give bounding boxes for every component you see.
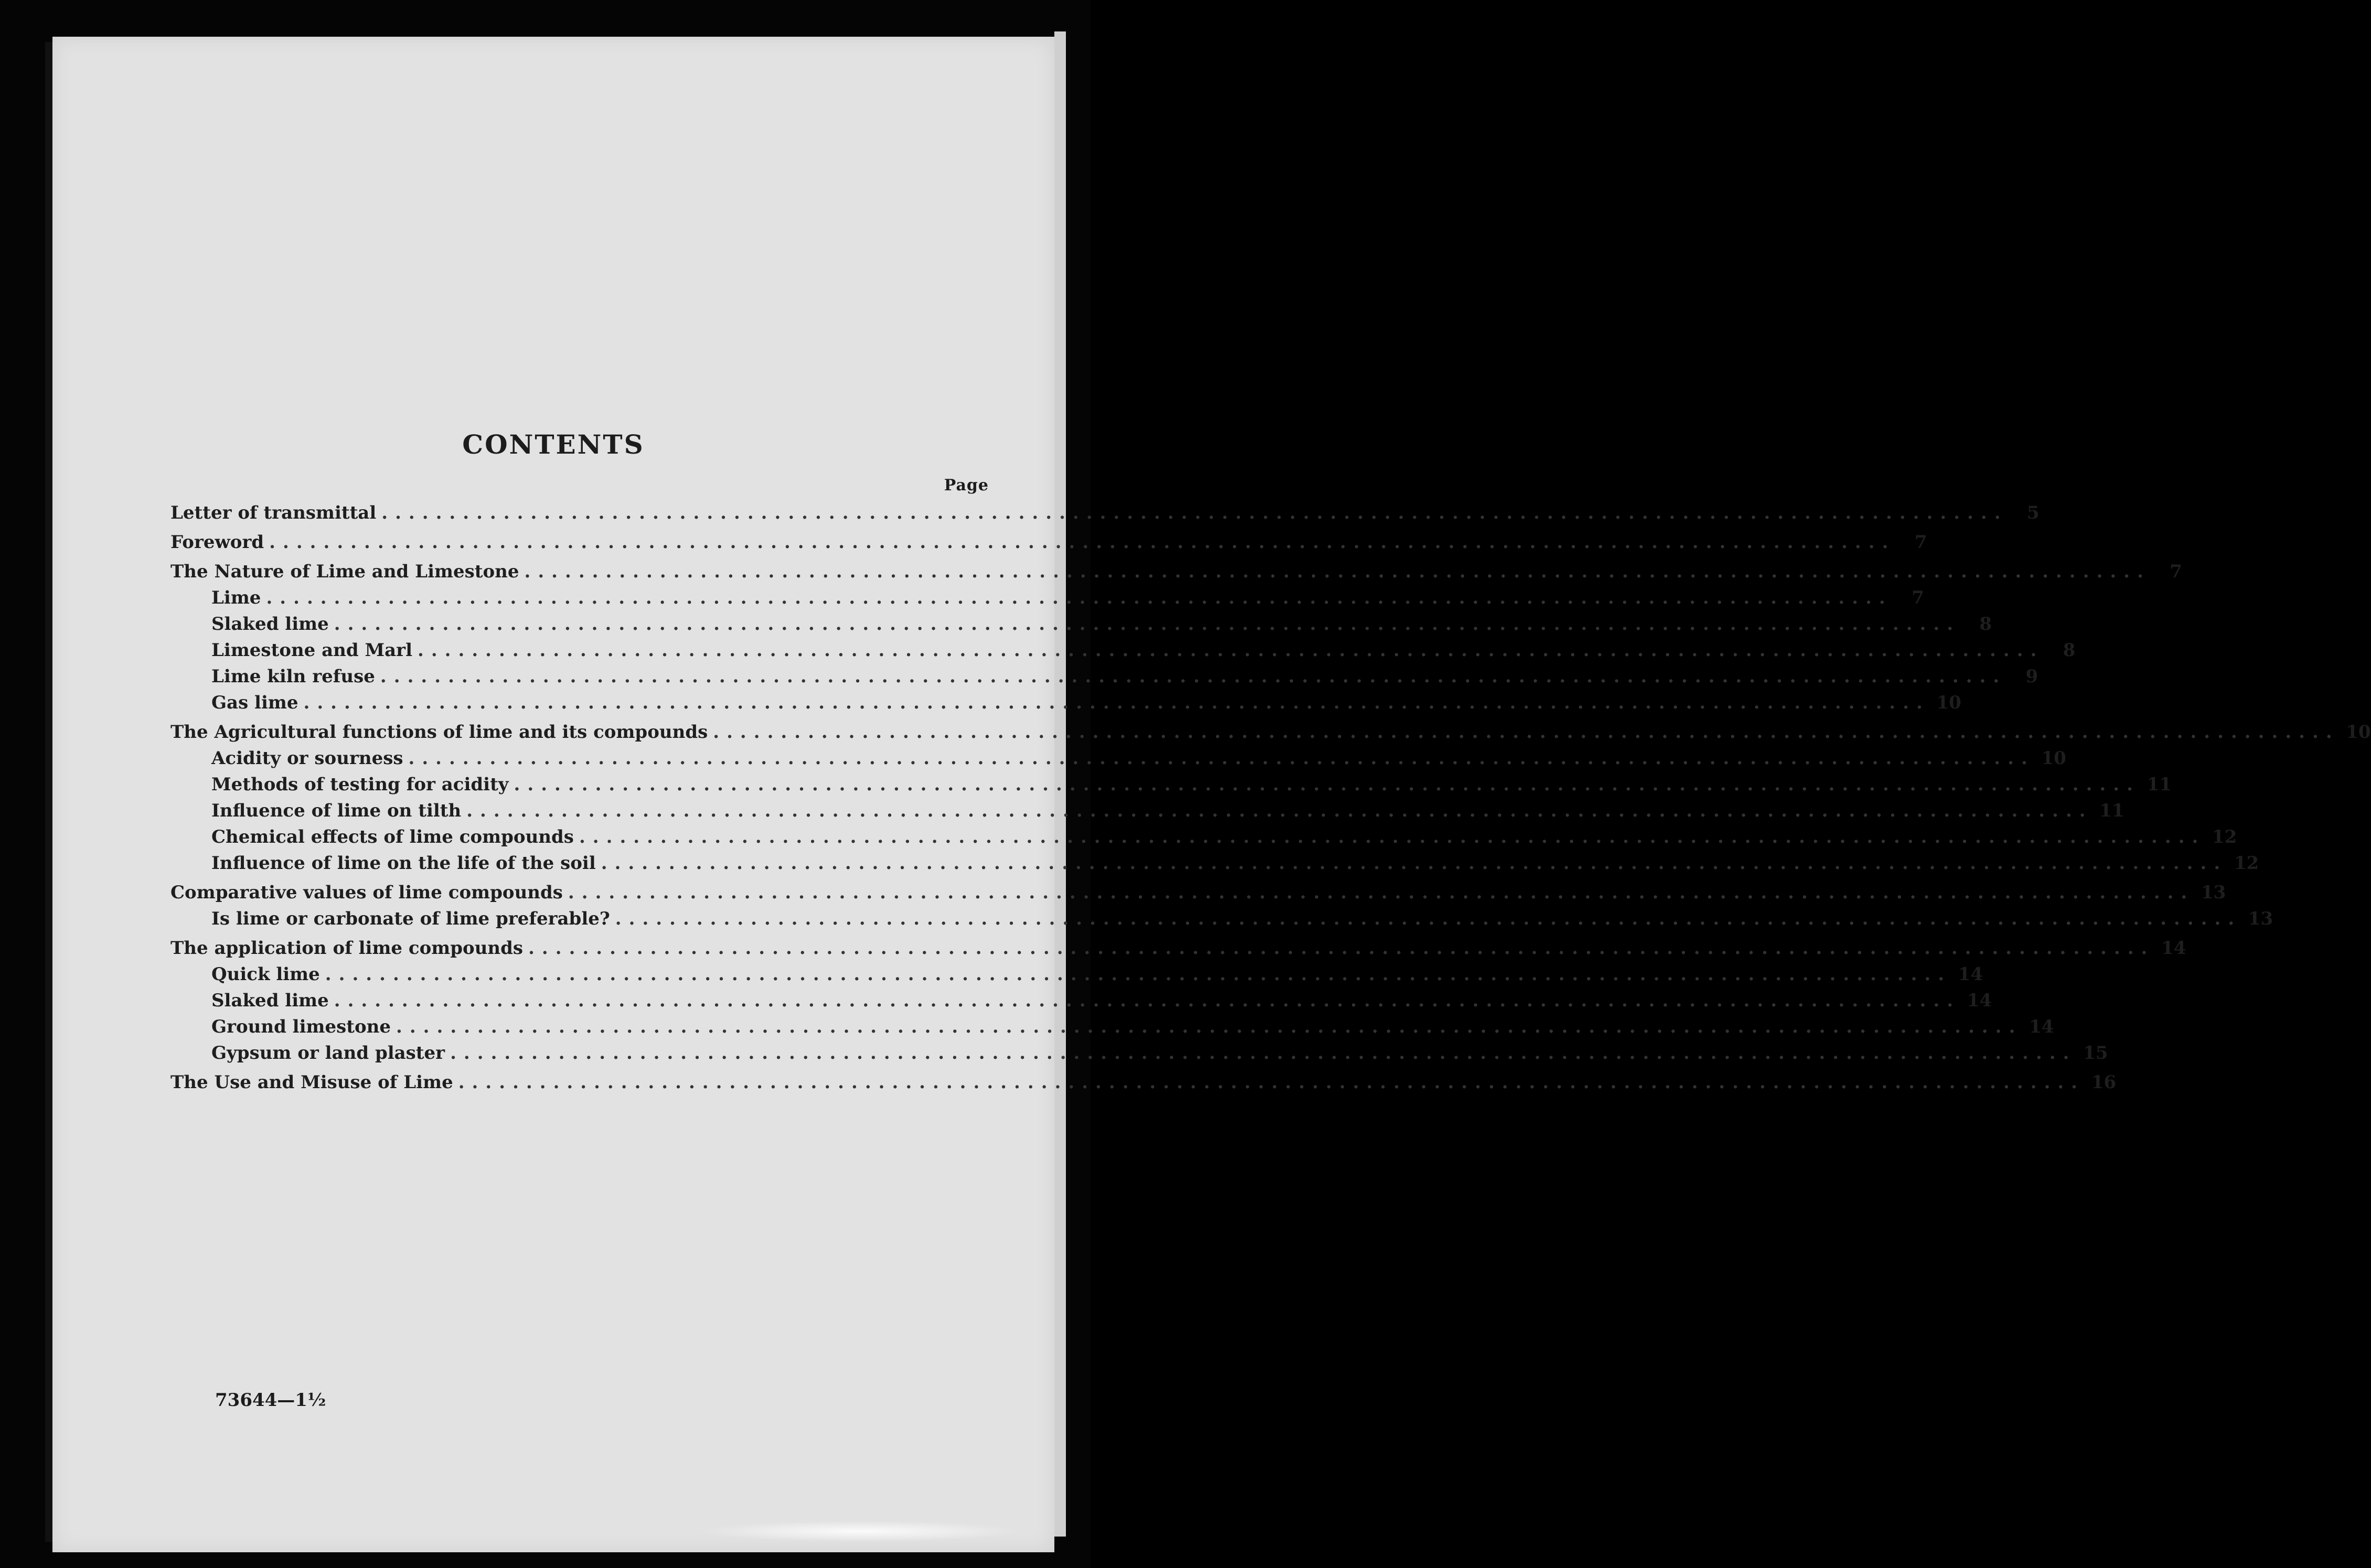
toc-leader-dots: ........................................................................................................................ [579, 826, 2206, 847]
scan-smudge [698, 1521, 1023, 1542]
toc-leader-dots: ........................................................................................................................ [601, 853, 2228, 874]
toc-section-entry [170, 561, 2182, 587]
toc-subsection-entry [170, 748, 2066, 774]
toc-entry-label: Gypsum or land plaster [211, 1043, 445, 1064]
toc-entry-page: 15 [2083, 1043, 2108, 1064]
toc-entry-label: Slaked lime [211, 614, 329, 635]
toc-entry-page: 14 [2161, 938, 2186, 959]
toc-entry-page: 8 [2063, 640, 2076, 661]
toc-leader-dots: ........................................................................................................................ [568, 882, 2195, 903]
toc-entry-page: 11 [2146, 774, 2172, 795]
toc-leader-dots: ........................................................................................................................ [269, 532, 1896, 553]
toc-entry-page: 5 [2027, 502, 2039, 523]
toc-entry-label: Ground limestone [211, 1016, 391, 1037]
toc-entry-label: Letter of transmittal [170, 502, 377, 523]
toc-entry-page: 14 [1967, 990, 1992, 1011]
toc-entry-label: Lime kiln refuse [211, 666, 375, 687]
toc-entry-label: Gas lime [211, 692, 298, 713]
toc-leader-dots: ........................................................................................................................ [334, 614, 1961, 635]
toc-leader-dots: ........................................................................................................................ [266, 587, 1893, 608]
toc-subsection-entry [170, 853, 2259, 879]
toc-entry-label: The Use and Misuse of Lime [170, 1072, 453, 1093]
toc-entry-label: Lime [211, 587, 261, 608]
toc-entry-page: 8 [1979, 614, 1992, 635]
toc-entry-label: Influence of lime on tilth [211, 800, 462, 821]
toc-entry-page: 10 [2346, 722, 2371, 743]
toc-leader-dots: ........................................................................................................................ [514, 774, 2140, 795]
toc-leader-dots: ........................................................................................................................ [615, 908, 2242, 929]
toc-leader-dots: ........................................................................................................................ [528, 938, 2155, 959]
toc-leader-dots: ........................................................................................................................ [325, 964, 1952, 985]
toc-entry-page: 16 [2091, 1072, 2117, 1093]
toc-entry-page: 14 [1958, 964, 1983, 985]
toc-entry-page: 14 [2029, 1016, 2054, 1037]
toc-entry-label: Foreword [170, 532, 264, 553]
toc-section-entry [170, 722, 2371, 748]
page-title: CONTENTS [462, 429, 645, 460]
toc-entry-page: 9 [2025, 666, 2038, 687]
toc-entry-label: Comparative values of lime compounds [170, 882, 563, 903]
page-column-heading: Page [944, 476, 989, 495]
toc-section-entry [170, 532, 1927, 558]
toc-leader-dots: ........................................................................................................................ [396, 1016, 2023, 1037]
toc-entry-page: 7 [2170, 561, 2182, 582]
toc-leader-dots: ........................................................................................................................ [458, 1072, 2085, 1093]
toc-entry-page: 7 [1914, 532, 1927, 553]
toc-leader-dots: ........................................................................................................................ [303, 692, 1930, 713]
toc-subsection-entry [170, 692, 1961, 718]
toc-entry-page: 10 [2041, 748, 2066, 769]
toc-entry-page: 12 [2234, 853, 2259, 874]
toc-section-entry [170, 1072, 2117, 1098]
toc-entry-label: The application of lime compounds [170, 938, 524, 959]
toc-leader-dots: ........................................................................................................................ [408, 748, 2035, 769]
toc-entry-page: 13 [2248, 908, 2273, 929]
toc-entry-label: Is lime or carbonate of lime preferable? [211, 908, 610, 929]
toc-subsection-entry [170, 800, 2124, 826]
toc-leader-dots: ........................................................................................................................ [381, 502, 2008, 523]
toc-subsection-entry [170, 1043, 2108, 1069]
toc-entry-page: 11 [2099, 800, 2124, 821]
toc-subsection-entry [170, 908, 2273, 935]
toc-subsection-entry [170, 826, 2237, 853]
document-page [52, 37, 2371, 1552]
toc-entry-label: Chemical effects of lime compounds [211, 826, 574, 847]
toc-entry-label: Slaked lime [211, 990, 329, 1011]
toc-entry-label: Acidity or sourness [211, 748, 403, 769]
toc-entry-page: 10 [1936, 692, 1961, 713]
toc-leader-dots: ........................................................................................................................ [380, 666, 2007, 687]
toc-leader-dots: ........................................................................................................................ [713, 722, 2340, 743]
toc-section-entry [170, 502, 2039, 529]
footer-code: 73644—1½ [215, 1390, 326, 1411]
toc-section-entry [170, 938, 2186, 964]
table-of-contents [170, 502, 2371, 1098]
toc-entry-page: 7 [1911, 587, 1924, 608]
toc-subsection-entry [170, 614, 1992, 640]
toc-entry-label: Limestone and Marl [211, 640, 412, 661]
toc-subsection-entry [170, 587, 1924, 614]
toc-leader-dots: ........................................................................................................................ [466, 800, 2093, 821]
toc-entry-label: The Agricultural functions of lime and its compounds [170, 722, 708, 743]
toc-leader-dots: ........................................................................................................................ [450, 1043, 2077, 1064]
toc-entry-page: 12 [2212, 826, 2237, 847]
toc-subsection-entry [170, 990, 1992, 1016]
toc-entry-label: Methods of testing for acidity [211, 774, 509, 795]
toc-subsection-entry [170, 640, 2076, 666]
toc-leader-dots: ........................................................................................................................ [334, 990, 1961, 1011]
toc-subsection-entry [170, 774, 2172, 800]
toc-entry-label: Influence of lime on the life of the soil [211, 853, 596, 874]
toc-subsection-entry [170, 1016, 2054, 1043]
toc-leader-dots: ........................................................................................................................ [418, 640, 2044, 661]
toc-entry-label: Quick lime [211, 964, 320, 985]
toc-subsection-entry [170, 666, 2038, 692]
toc-entry-label: The Nature of Lime and Limestone [170, 561, 519, 582]
toc-subsection-entry [170, 964, 1983, 990]
toc-leader-dots: ........................................................................................................................ [524, 561, 2151, 582]
toc-entry-page: 13 [2201, 882, 2226, 903]
toc-section-entry [170, 882, 2226, 908]
